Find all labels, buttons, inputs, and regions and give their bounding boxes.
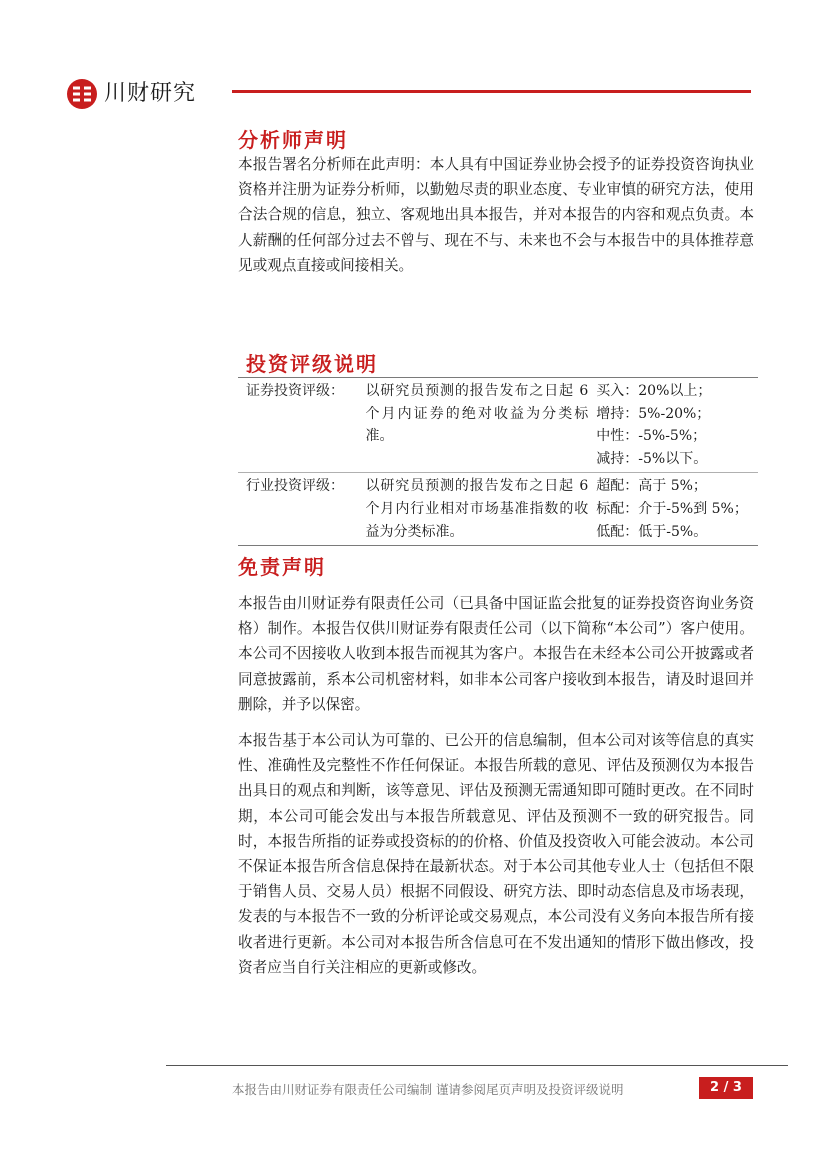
- rating-row-securities: [238, 378, 758, 473]
- disclaimer-paragraph-2: 本报告基于本公司认为可靠的、已公开的信息编制，但本公司对该等信息的真实性、准确性及完整性不作任何保证。本报告所载的意见、评估及预测仅为本报告出具日的观点和判断，该等意见、评估及预测无需通知即可随时更改。在不同时期，本公司可能会发出与本报告所载意见、评估及预测不一致的研究报告。同时，本报告所指的证券或投资标的的价格、价值及投资收入可能会波动。本公司不保证本报告所含信息保持在最新状态。对于本公司其他专业人士（包括但不限于销售人员、交易人员）根据不同假设、研究方法、即时动态信息及市场表现，发表的与本报告不一致的分析评论或交易观点，本公司没有义务向本报告所有接收者进行更新。本公司对本报告所含信息可在不发出通知的情形下做出修改，投资者应当自行关注相应的更新或修改。: [238, 732, 754, 976]
- page-number-badge: 2 / 3: [699, 1077, 753, 1099]
- footer-divider: [166, 1065, 788, 1066]
- footer-note: 本报告由川财证券有限责任公司编制 谨请参阅尾页声明及投资评级说明: [232, 1082, 624, 1097]
- rating-level: 标配：介于-5%到 5%；: [596, 500, 748, 517]
- rating-level: 增持：5%-20%；: [596, 405, 711, 422]
- disclaimer-paragraph-1: 本报告由川财证券有限责任公司（已具备中国证监会批复的证券投资咨询业务资格）制作。本报告仅供川财证券有限责任公司（以下简称“本公司”）客户使用。本公司不因接收人收到本报告而视其为客户。本报告在未经本公司公开披露或者同意披露前，系本公司机密材料，如非本公司客户接收到本报告，请及时退回并删除，并予以保密。: [238, 595, 754, 713]
- rating-level: 减持：-5%以下。: [596, 450, 708, 467]
- rating-title: 投资评级说明: [246, 352, 378, 376]
- rating-level: 超配：高于 5%；: [596, 478, 707, 495]
- disclaimer-title: 免责声明: [238, 555, 326, 579]
- chuancai-logo-icon: [66, 78, 98, 110]
- header-divider: [232, 90, 751, 93]
- rating-level: 中性：-5%-5%；: [596, 428, 707, 445]
- rating-description: 以研究员预测的报告发布之日起 6 个月内证券的绝对收益为分类标准。: [366, 378, 597, 473]
- rating-row-industry: [238, 473, 758, 546]
- rating-label: 行业投资评级：: [238, 473, 366, 546]
- rating-description: 以研究员预测的报告发布之日起 6 个月内行业相对市场基准指数的收益为分类标准。: [366, 473, 597, 546]
- rating-levels: [596, 473, 758, 546]
- brand-logo: [66, 78, 196, 110]
- brand-name: 川财研究: [104, 81, 197, 106]
- rating-level: 买入：20%以上；: [596, 383, 712, 399]
- rating-levels: [596, 378, 758, 473]
- rating-level: 低配：低于-5%。: [596, 523, 708, 540]
- analyst-statement-text: 本报告署名分析师在此声明：本人具有中国证券业协会授予的证券投资咨询执业资格并注册为证券分析师，以勤勉尽责的职业态度、专业审慎的研究方法，使用合法合规的信息，独立、客观地出具本报告，并对本报告的内容和观点负责。本人薪酬的任何部分过去不曾与、现在不与、未来也不会与本报告中的具体推荐意见或观点直接或间接相关。: [238, 156, 754, 274]
- rating-label: 证券投资评级：: [238, 378, 366, 473]
- rating-table: [238, 377, 758, 546]
- analyst-statement-title: 分析师声明: [238, 128, 348, 152]
